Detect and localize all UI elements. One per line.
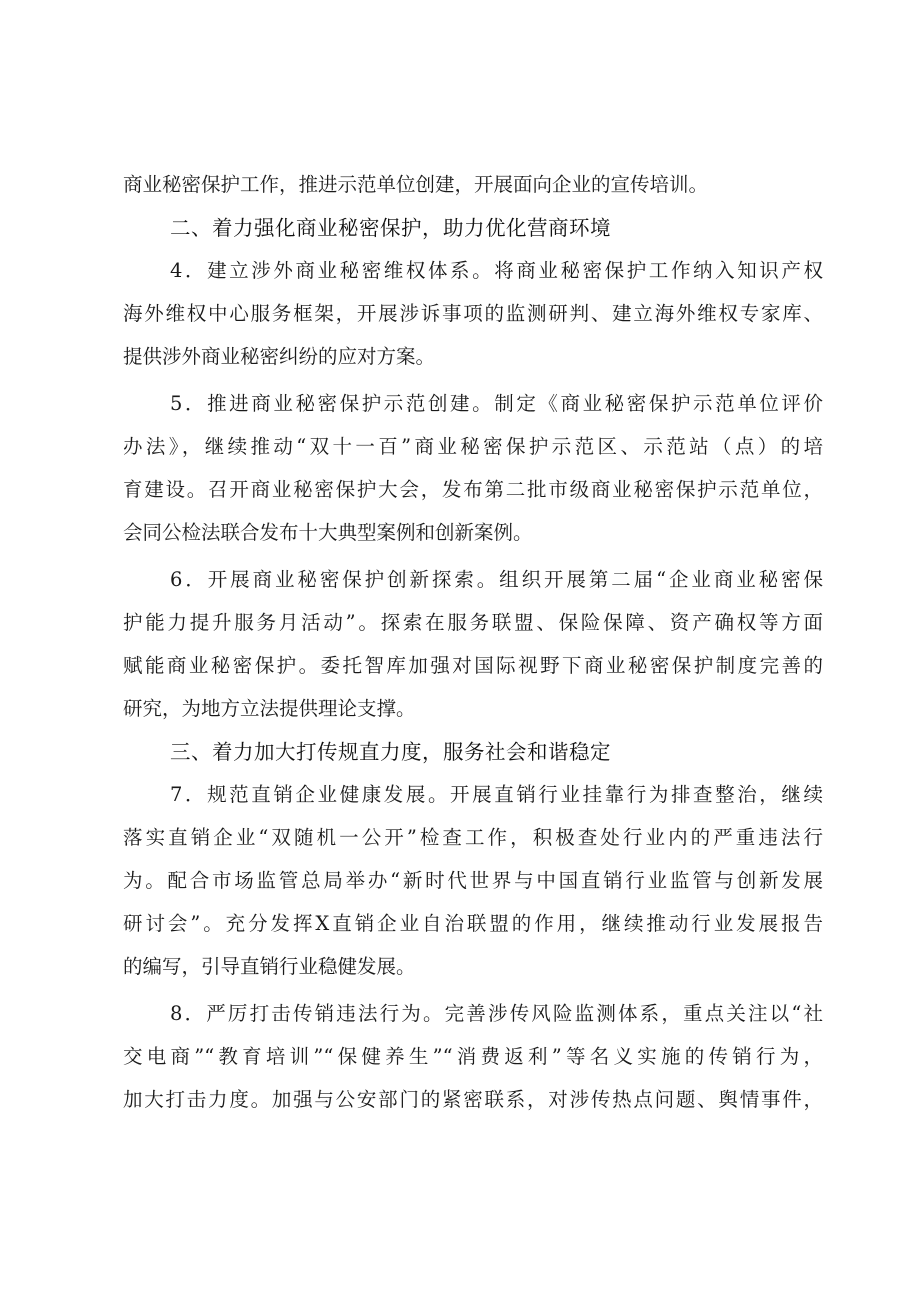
item-8-line-2: 交电商”“教育培训”“保健养生”“消费返利”等名义实施的传销行为， (123, 1045, 823, 1068)
item-5-line-2: 办法》，继续推动“双十一百”商业秘密保护示范区、示范站（点）的培 (123, 435, 823, 458)
item-6-line-4: 研究，为地方立法提供理论支撑。 (123, 697, 416, 720)
item-5-line-3: 育建设。召开商业秘密保护大会，发布第二批市级商业秘密保护示范单位， (123, 478, 823, 501)
item-6-line-1: 6．开展商业秘密保护创新探索。组织开展第二届“企业商业秘密保 (170, 568, 823, 591)
item-5-line-1: 5．推进商业秘密保护示范创建。制定《商业秘密保护示范单位评价 (170, 392, 823, 415)
item-8-line-3: 加大打击力度。加强与公安部门的紧密联系，对涉传热点问题、舆情事件， (123, 1088, 823, 1111)
item-5-line-4: 会同公检法联合发布十大典型案例和创新案例。 (123, 521, 533, 544)
item-6-line-2: 护能力提升服务月活动”。探索在服务联盟、保险保障、资产确权等方面 (123, 611, 823, 634)
section-heading-3: 三、着力加大打传规直力度，服务社会和谐稳定 (170, 740, 611, 764)
section-heading-2: 二、着力强化商业秘密保护，助力优化营商环境 (170, 216, 611, 240)
item-7-line-4: 研讨会”。充分发挥X直销企业自治联盟的作用，继续推动行业发展报告 (123, 912, 823, 935)
item-4-line-1: 4．建立涉外商业秘密维权体系。将商业秘密保护工作纳入知识产权 (170, 259, 823, 282)
item-8-line-1: 8．严厉打击传销违法行为。完善涉传风险监测体系，重点关注以“社 (170, 1002, 823, 1025)
item-7-line-2: 落实直销企业“双随机一公开”检查工作，积极查处行业内的严重违法行 (123, 826, 823, 849)
item-7-line-5: 的编写，引导直销行业稳健发展。 (123, 955, 416, 978)
item-4-line-2: 海外维权中心服务框架，开展涉诉事项的监测研判、建立海外维权专家库、 (123, 302, 823, 325)
item-4-line-3: 提供涉外商业秘密纠纷的应对方案。 (123, 345, 436, 368)
paragraph-continuation-line: 商业秘密保护工作，推进示范单位创建，开展面向企业的宣传培训。 (123, 173, 709, 196)
item-7-line-1: 7．规范直销企业健康发展。开展直销行业挂靠行为排查整治，继续 (170, 783, 823, 806)
item-6-line-3: 赋能商业秘密保护。委托智库加强对国际视野下商业秘密保护制度完善的 (123, 654, 823, 677)
item-7-line-3: 为。配合市场监管总局举办“新时代世界与中国直销行业监管与创新发展 (123, 869, 823, 892)
